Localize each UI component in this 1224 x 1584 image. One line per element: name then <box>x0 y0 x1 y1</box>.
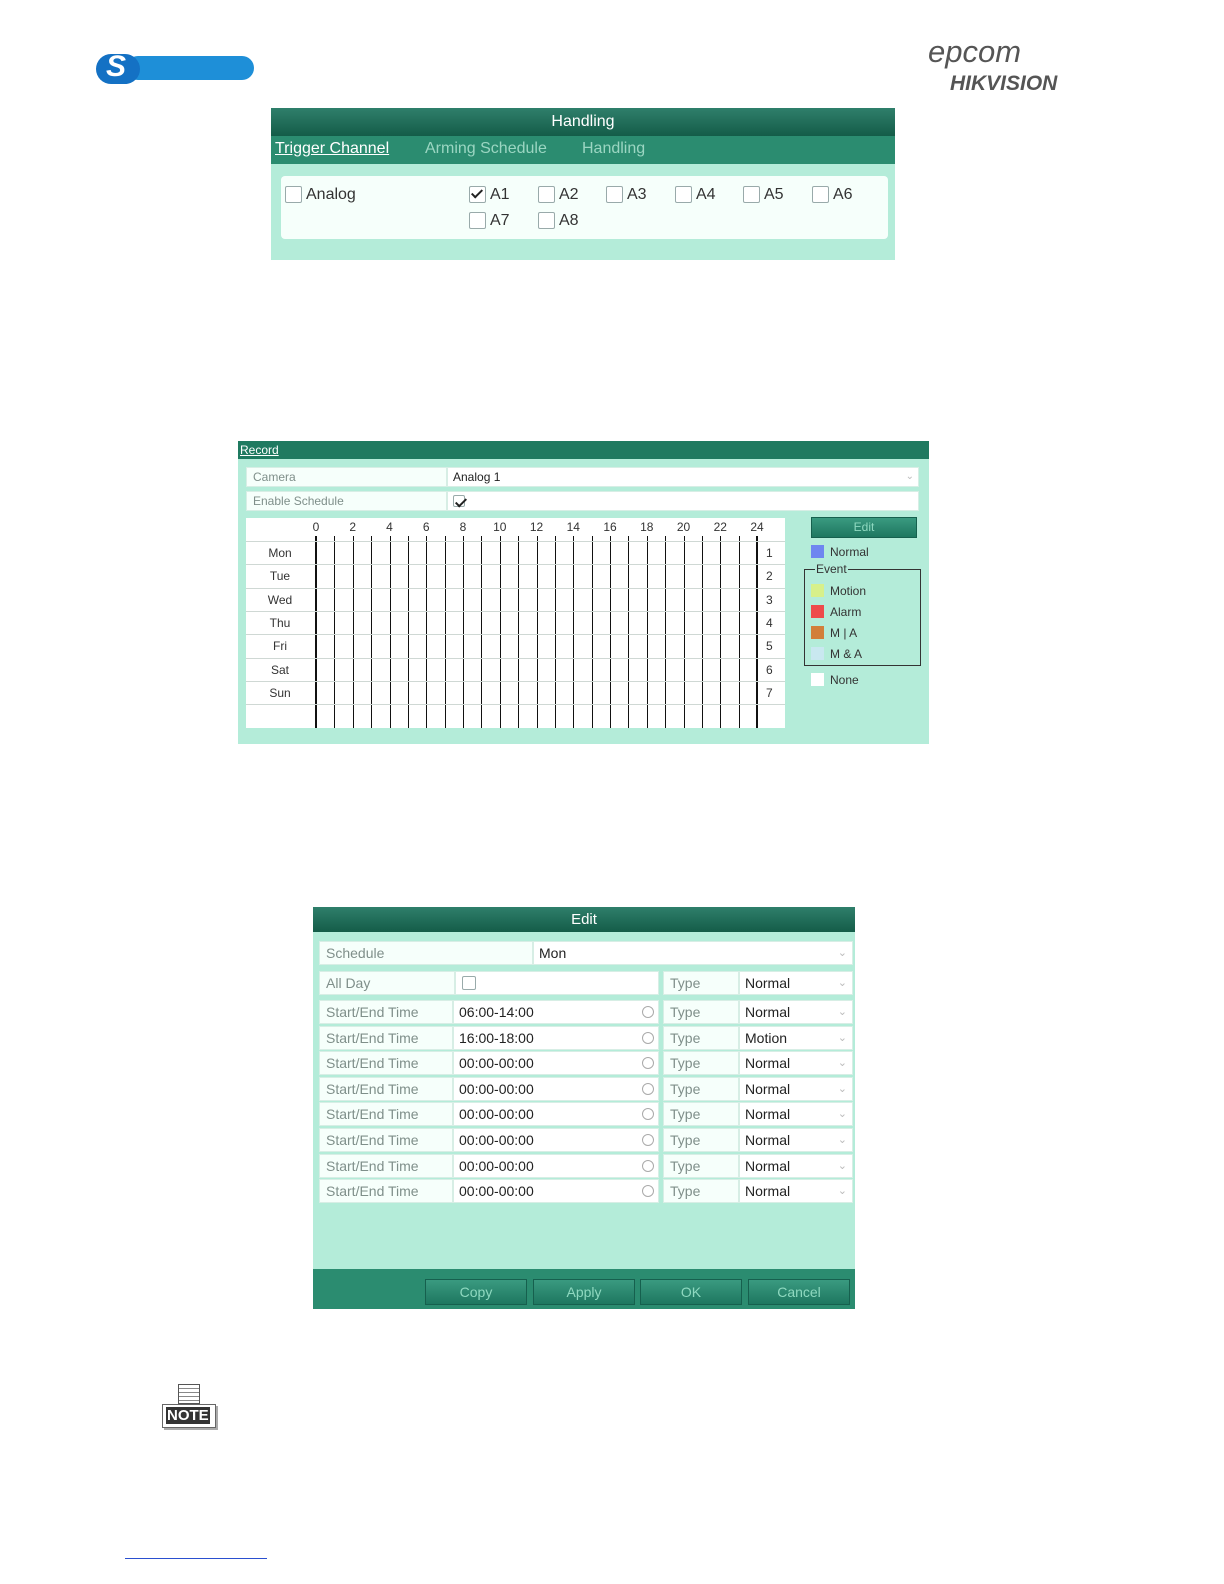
legend-m-and-a-swatch <box>811 647 824 660</box>
clock-icon[interactable] <box>642 1185 654 1197</box>
schedule-day-row[interactable] <box>246 564 785 588</box>
camera-label-text: Camera <box>253 470 296 484</box>
cancel-button[interactable] <box>748 1279 850 1305</box>
record-panel <box>238 441 929 744</box>
start-end-time-input-text: 16:00-18:00 <box>459 1029 534 1046</box>
all-day-label <box>319 971 455 995</box>
brand-logo-right <box>928 34 1088 100</box>
chevron-down-icon: ⌄ <box>837 1031 847 1044</box>
legend-none-label: None <box>830 673 859 687</box>
ok-button-label: OK <box>680 1284 702 1300</box>
hour-label: 24 <box>750 520 764 534</box>
camera-value: Analog 1 <box>453 470 501 484</box>
day-number: 5 <box>766 639 773 654</box>
start-end-time-label-text: Start/End Time <box>326 1183 419 1200</box>
day-number: 1 <box>766 546 773 560</box>
schedule-label <box>319 941 533 965</box>
enable-schedule-label-text: Enable Schedule <box>253 494 344 508</box>
legend-alarm-swatch <box>811 605 824 618</box>
schedule-day-row[interactable] <box>246 541 785 565</box>
channel-a4-checkbox[interactable] <box>675 186 692 203</box>
hour-label: 0 <box>312 520 320 534</box>
start-end-time-label <box>319 1077 453 1101</box>
legend-event-title: Event <box>816 562 847 576</box>
note-label: NOTE <box>167 1407 209 1424</box>
channel-a1-checkbox[interactable] <box>469 186 486 203</box>
chevron-down-icon: ⌄ <box>837 947 847 959</box>
hour-label: 2 <box>349 520 357 534</box>
clock-icon[interactable] <box>642 1134 654 1146</box>
clock-icon[interactable] <box>642 1083 654 1095</box>
hour-label: 18 <box>640 520 654 534</box>
edit-schedule-button[interactable] <box>811 517 917 538</box>
tab-trigger-channel[interactable]: Trigger Channel <box>275 140 390 157</box>
copy-button[interactable] <box>425 1279 527 1305</box>
day-label: Mon <box>268 546 292 560</box>
legend-event-group <box>804 562 921 666</box>
hour-label: 16 <box>603 520 617 534</box>
day-number: 4 <box>766 615 773 630</box>
ok-button[interactable] <box>640 1279 742 1305</box>
time-type-select[interactable] <box>739 1154 853 1178</box>
brand-logo-letter: S <box>106 50 127 83</box>
day-label: Fri <box>273 639 287 654</box>
time-type-label-text: Type <box>670 1055 701 1072</box>
all-day-type-label-text: Type <box>670 975 701 991</box>
day-label: Sat <box>270 662 289 677</box>
all-day-type-select[interactable] <box>739 971 853 995</box>
all-day-type-value: Normal <box>745 975 791 991</box>
start-end-time-input[interactable] <box>453 1026 659 1050</box>
note-icon <box>160 1384 216 1430</box>
hour-label: 6 <box>422 520 430 534</box>
channel-a3-checkbox[interactable] <box>606 186 623 203</box>
edit-title-bar <box>313 907 855 932</box>
start-end-time-input[interactable] <box>453 1128 659 1152</box>
time-type-label-text: Type <box>670 1157 701 1174</box>
handling-title-bar <box>271 108 895 136</box>
tab-arming-schedule[interactable]: Arming Schedule <box>425 140 547 157</box>
edit-footer <box>313 1269 855 1309</box>
legend-normal-label: Normal <box>830 545 869 559</box>
time-type-label-text: Type <box>670 1080 701 1097</box>
chevron-down-icon: ⌄ <box>837 1134 847 1146</box>
start-end-time-label-text: Start/End Time <box>326 1106 419 1123</box>
day-label: Sun <box>269 685 291 700</box>
edit-dialog <box>313 907 855 1309</box>
time-type-select[interactable] <box>739 1077 853 1101</box>
start-end-time-input[interactable] <box>453 1051 659 1075</box>
time-type-label-text: Type <box>670 1106 701 1123</box>
start-end-time-input[interactable] <box>453 1000 659 1024</box>
start-end-time-input[interactable] <box>453 1102 659 1126</box>
start-end-time-input[interactable] <box>453 1179 659 1203</box>
hour-label: 14 <box>566 520 580 534</box>
all-day-type-label <box>663 971 739 995</box>
edit-title: Edit <box>571 911 597 928</box>
day-label: Thu <box>269 615 291 630</box>
record-tab-bar <box>238 441 929 459</box>
time-type-label <box>663 1128 739 1152</box>
analog-group-label: Analog <box>306 186 356 203</box>
start-end-time-label <box>319 1026 453 1050</box>
all-day-checkbox[interactable] <box>462 976 476 990</box>
tab-handling[interactable]: Handling <box>582 140 646 157</box>
start-end-time-input-text: 00:00-00:00 <box>459 1080 534 1097</box>
clock-icon[interactable] <box>642 1108 654 1120</box>
analog-group-checkbox[interactable] <box>285 186 302 203</box>
channel-a6-label: A6 <box>833 186 853 203</box>
start-end-time-input-text: 00:00-00:00 <box>459 1132 534 1148</box>
time-type-select[interactable] <box>739 1000 853 1024</box>
legend-m-or-a-label: M | A <box>830 626 858 640</box>
enable-schedule-label <box>246 491 447 511</box>
legend-alarm-label: Alarm <box>830 605 862 619</box>
channel-a4-label: A4 <box>696 186 716 203</box>
clock-icon[interactable] <box>642 1032 654 1044</box>
legend-m-and-a-label: M & A <box>830 647 863 661</box>
schedule-day-row[interactable] <box>246 588 785 612</box>
start-end-time-label <box>319 1128 453 1152</box>
day-number: 6 <box>766 662 773 677</box>
start-end-time-label-text: Start/End Time <box>326 1004 419 1020</box>
start-end-time-input-text: 06:00-14:00 <box>459 1004 534 1020</box>
legend-motion-swatch <box>811 584 824 597</box>
schedule-day-value: Mon <box>539 945 567 961</box>
time-type-label <box>663 1077 739 1101</box>
schedule-day-select[interactable] <box>533 941 853 965</box>
channel-a7-label: A7 <box>490 212 510 229</box>
hour-label: 4 <box>386 520 393 534</box>
start-end-time-label <box>319 1102 453 1126</box>
start-end-time-label <box>319 1179 453 1203</box>
time-type-select[interactable] <box>739 1051 853 1075</box>
chevron-down-icon: ⌄ <box>837 977 847 989</box>
trigger-channel-box <box>281 176 888 239</box>
time-type-select[interactable] <box>739 1128 853 1152</box>
channel-a5-checkbox[interactable] <box>743 186 760 203</box>
camera-label <box>246 467 447 487</box>
schedule-day-row[interactable] <box>246 681 785 705</box>
all-day-label-text: All Day <box>326 975 371 991</box>
time-type-select-text: Normal <box>745 1055 791 1072</box>
chevron-down-icon: ⌄ <box>837 1185 847 1198</box>
schedule-day-row[interactable] <box>246 634 785 658</box>
clock-icon[interactable] <box>642 1160 654 1172</box>
time-type-label <box>663 1051 739 1075</box>
channel-a7-checkbox[interactable] <box>469 212 486 229</box>
channel-a8-label: A8 <box>559 212 579 229</box>
start-end-time-input-text: 00:00-00:00 <box>459 1106 534 1123</box>
handling-panel <box>271 108 895 260</box>
schedule-grid-bottom-line <box>246 704 785 705</box>
all-day-field <box>455 971 659 995</box>
start-end-time-label <box>319 1051 453 1075</box>
legend-none-swatch <box>811 673 824 686</box>
time-type-label <box>663 1000 739 1024</box>
time-type-select[interactable] <box>739 1179 853 1203</box>
chevron-down-icon: ⌄ <box>837 1108 847 1121</box>
time-type-select-text: Normal <box>745 1183 791 1200</box>
time-type-label-text: Type <box>670 1029 701 1046</box>
apply-button[interactable] <box>533 1279 635 1305</box>
schedule-grid[interactable] <box>246 518 785 728</box>
time-type-label-text: Type <box>670 1132 701 1148</box>
channel-a5-label: A5 <box>764 186 784 203</box>
start-end-time-input-text: 00:00-00:00 <box>459 1055 534 1072</box>
start-end-time-label <box>319 1154 453 1178</box>
chevron-down-icon: ⌄ <box>837 1159 847 1172</box>
brand-epcom: epcom <box>928 34 1022 69</box>
channel-a6-checkbox[interactable] <box>812 186 829 203</box>
time-type-label-text: Type <box>670 1004 701 1020</box>
start-end-time-label <box>319 1000 453 1024</box>
time-type-select[interactable] <box>739 1026 853 1050</box>
time-type-select-text: Normal <box>745 1106 791 1123</box>
start-end-time-input[interactable] <box>453 1077 659 1101</box>
legend-normal-swatch <box>811 545 824 558</box>
start-end-time-input-text: 00:00-00:00 <box>459 1183 534 1200</box>
schedule-day-row[interactable] <box>246 658 785 682</box>
chevron-down-icon: ⌄ <box>905 471 914 482</box>
brand-hikvision: HIKVISION <box>950 72 1058 95</box>
chevron-down-icon: ⌄ <box>837 1006 847 1018</box>
schedule-day-row[interactable] <box>246 611 785 635</box>
legend-motion-label: Motion <box>830 584 867 598</box>
start-end-time-input-text: 00:00-00:00 <box>459 1157 534 1174</box>
copy-button-label: Copy <box>459 1284 493 1300</box>
tab-record[interactable]: Record <box>240 443 279 457</box>
hour-label: 10 <box>493 520 507 534</box>
cancel-button-label: Cancel <box>777 1284 821 1300</box>
chevron-down-icon: ⌄ <box>837 1057 847 1070</box>
camera-select[interactable] <box>447 467 919 487</box>
channel-a1-label: A1 <box>490 186 510 203</box>
day-number: 3 <box>766 592 773 607</box>
hour-label: 12 <box>529 520 544 534</box>
legend-m-or-a-swatch <box>811 626 824 639</box>
channel-a2-checkbox[interactable] <box>538 186 555 203</box>
time-type-label <box>663 1102 739 1126</box>
time-type-label <box>663 1179 739 1203</box>
start-end-time-input[interactable] <box>453 1154 659 1178</box>
enable-schedule-field <box>447 491 919 511</box>
handling-title: Handling <box>551 113 615 130</box>
note-label-box <box>162 1404 216 1428</box>
day-label: Tue <box>269 569 291 584</box>
enable-schedule-checkbox[interactable] <box>453 495 465 507</box>
time-type-select-text: Motion <box>745 1029 788 1046</box>
time-type-select-text: Normal <box>745 1080 791 1097</box>
start-end-time-label-text: Start/End Time <box>326 1080 419 1097</box>
time-type-select[interactable] <box>739 1102 853 1126</box>
channel-a3-label: A3 <box>627 186 647 203</box>
schedule-label-text: Schedule <box>326 945 385 961</box>
time-type-select-text: Normal <box>745 1157 791 1174</box>
start-end-time-label-text: Start/End Time <box>326 1157 419 1174</box>
time-type-label <box>663 1026 739 1050</box>
handling-tab-bar <box>271 136 895 164</box>
clock-icon[interactable] <box>642 1057 654 1069</box>
channel-a2-label: A2 <box>559 186 579 203</box>
day-label: Wed <box>267 592 293 607</box>
day-number: 7 <box>766 685 773 700</box>
day-number: 2 <box>766 569 773 584</box>
edit-schedule-button-label: Edit <box>853 520 875 534</box>
chevron-down-icon: ⌄ <box>837 1082 847 1095</box>
start-end-time-label-text: Start/End Time <box>326 1055 419 1072</box>
time-type-label-text: Type <box>670 1183 701 1200</box>
start-end-time-label-text: Start/End Time <box>326 1029 419 1046</box>
hour-label: 22 <box>713 520 727 534</box>
note-pad-icon <box>178 1384 200 1404</box>
channel-a8-checkbox[interactable] <box>538 212 555 229</box>
time-type-select-text: Normal <box>745 1132 791 1148</box>
footnote-separator <box>125 1558 267 1559</box>
brand-logo-left <box>96 50 254 84</box>
hour-label: 8 <box>459 520 467 534</box>
time-type-select-text: Normal <box>745 1004 791 1020</box>
time-type-label <box>663 1154 739 1178</box>
hour-label: 20 <box>676 520 691 534</box>
clock-icon[interactable] <box>642 1006 654 1018</box>
start-end-time-label-text: Start/End Time <box>326 1132 419 1148</box>
apply-button-label: Apply <box>566 1284 602 1300</box>
